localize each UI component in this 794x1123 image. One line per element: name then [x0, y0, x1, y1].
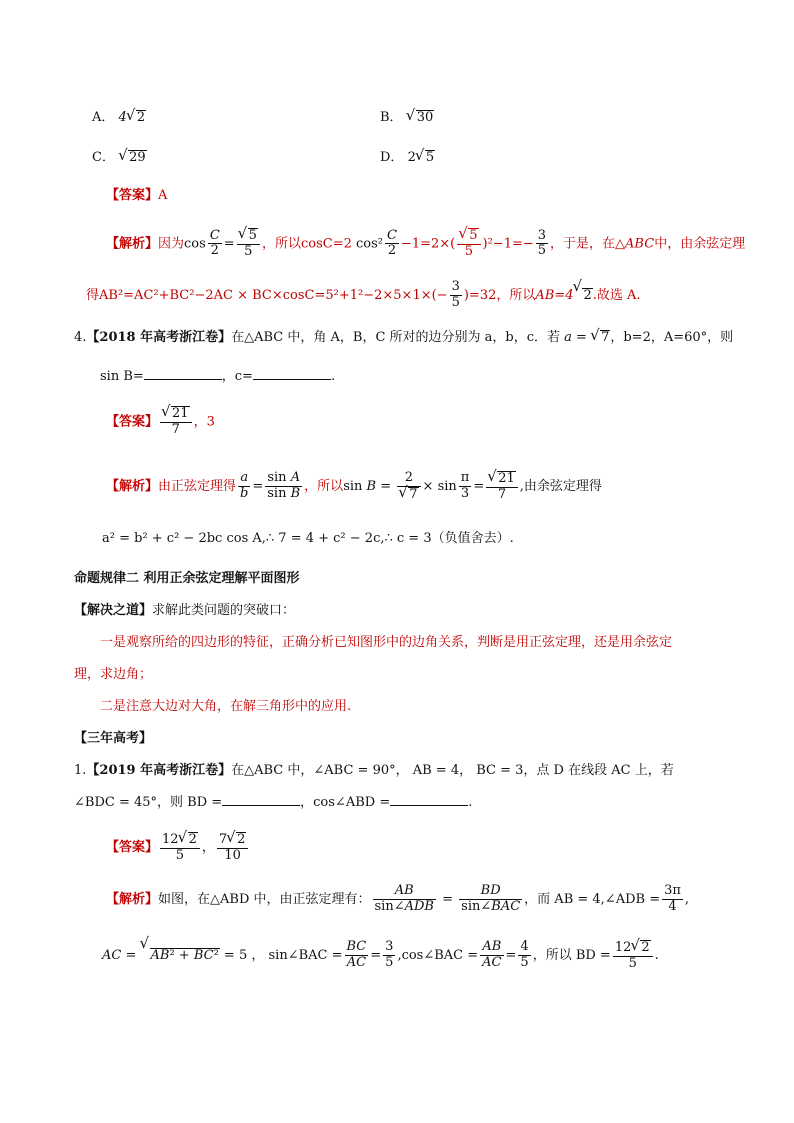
blank-label: sin B=	[100, 369, 144, 384]
frac-7sqrt2-over-10: $\frac{7√ 2}{10}$	[217, 832, 249, 864]
method-text: 求解此类问题的突破口：	[152, 603, 296, 618]
frac-2-over-sqrt7: 2 √ 7	[397, 471, 420, 503]
sol-text: ，所以	[261, 236, 301, 252]
option-a-sqrt	[127, 110, 146, 125]
solution-tag: 【解析】	[106, 479, 159, 494]
frac-c-over-2b: $\frac{C}{2}$	[386, 227, 397, 259]
answer-tag: 【答案】	[106, 188, 159, 203]
method-tag: 【解决之道】	[74, 603, 153, 618]
frac-3-over-5d: $\frac{3}{5}$	[385, 939, 394, 970]
option-b-label: B．	[380, 110, 403, 125]
sol-text: AB²=AC²+BC²−2AC × BC×cosC=5²+1²−2×5×1×(−	[99, 287, 448, 303]
option-c-label: C．	[92, 150, 115, 165]
sol-text: ,cos∠BAC =	[397, 948, 479, 963]
frac-4-over-5: $\frac{4}{5}$	[520, 939, 529, 970]
sol-text: = 5 ， sin∠BAC =	[219, 948, 343, 963]
frac-c-over-2: $\frac{C}{2}$	[209, 227, 220, 259]
q4-solution-line2: a² = b² + c² − 2bc cos A,∴ 7 = 4 + c² − 2c,∴ c = 3（负值舍去）.	[102, 531, 514, 546]
question-text: ，cos∠ABD =	[300, 795, 391, 810]
frac-12sqrt2-over-5b: $\frac{12√ 2}{5}$	[613, 940, 653, 972]
question-source: 【2019 年高考浙江卷】	[86, 763, 232, 778]
question-text: 在△ABC 中，∠ABC = 90°， AB = 4， BC = 3，点 D 在线段 AC 上，若	[231, 763, 674, 778]
method-point-1b: 理，求边角；	[74, 667, 153, 682]
answer-value: A	[158, 188, 168, 203]
option-c-radicand: 29	[129, 150, 146, 165]
q1-solution-line1: 【解析】如图，在△ABD 中，由正弦定理有： $\frac{AB}{\text{sin∠ADB}}$ = $\frac{BD}{\text{sin∠BAC}}$ ，而 AB = 4,∠ADB = $\frac{3\pi}{4}$ ,	[106, 883, 690, 914]
frac-ab-over-sinadb: $\frac{AB}{\text{sin∠ADB}}$	[374, 883, 434, 914]
answer-blank	[390, 805, 468, 806]
question-text: ∠BDC = 45°，则 BD =	[74, 795, 223, 810]
frac-3pi-over-4: $\frac{3\pi}{4}$	[664, 883, 681, 914]
option-a-radicand: 2	[136, 110, 146, 125]
sol-text: 如图，在△ABD 中，由正弦定理有：	[158, 892, 371, 907]
answer-value: 3	[206, 414, 215, 430]
q1-answer: 【答案】 $\frac{12√ 2}{5}$ ， $\frac{7√ 2}{10}$	[106, 830, 250, 866]
option-a-label: A．	[92, 110, 115, 125]
option-a-coef: 4	[118, 110, 127, 125]
frac-a-over-b: $\frac{a}{b}$	[240, 470, 249, 501]
q3-solution-line2: 得AB²=AC²+BC²−2AC × BC×cosC=5²+1²−2×5×1×(− $\frac{3}{5}$ )=32，所以AB=4√ 2.故选 A.	[86, 280, 641, 311]
option-d-radicand: 5	[425, 150, 435, 165]
q4-solution-line1: 【解析】由正弦定理得 $\frac{a}{b}$ = $\frac{\text{sin A}}{\text{sin B}}$ ，所以sin B = 2 √ 7 × sin $\frac{\pi}{3}$ = √ $\frac{21}{7}$ ,由余弦定理得	[106, 470, 602, 504]
frac-bc-over-ac: $\frac{BC}{AC}$	[346, 939, 367, 970]
answer-blank	[144, 379, 222, 380]
option-b-radicand: 30	[416, 110, 434, 125]
method-point-1a: 一是观察所给的四边形的特征，正确分析已知图形中的边角关系，判断是用正弦定理，还是用余弦定	[100, 635, 673, 650]
answer-tag: 【答案】	[106, 414, 159, 430]
option-a	[92, 110, 146, 125]
question-number: 4.	[74, 330, 87, 345]
option-d-label: D．	[380, 150, 404, 165]
question-source: 【2018 年高考浙江卷】	[86, 330, 232, 345]
three-years-heading: 【三年高考】	[74, 731, 153, 746]
frac-sqrt21-over-7b: √ $\frac{21}{7}$	[486, 471, 518, 503]
option-d	[380, 150, 435, 165]
q1-stem-line1	[74, 764, 674, 777]
frac-bd-over-sinbac: $\frac{BD}{\text{sin∠BAC}}$	[461, 883, 521, 914]
sol-text: 中，由余弦定理	[654, 236, 746, 252]
solution-tag: 【解析】	[106, 236, 159, 252]
sol-text: ,	[684, 892, 690, 907]
section-title: 命题规律二 利用正余弦定理解平面图形	[74, 571, 300, 586]
frac-sinA-over-sinB: $\frac{\text{sin A}}{\text{sin B}}$	[267, 470, 301, 501]
question-text: ，b=2，A=60°，则	[610, 330, 734, 345]
frac-sqrt21-over-7: √ $\frac{21}{7}$	[160, 406, 192, 438]
frac-sqrt5-over-5: √ $\frac{5}{5}$	[237, 228, 260, 260]
blank-label: .	[330, 369, 336, 384]
frac-3-over-5: $\frac{3}{5}$	[537, 227, 547, 259]
solution-tag: 【解析】	[106, 892, 159, 907]
option-b	[380, 110, 434, 125]
blank-label: ，c=	[221, 369, 253, 384]
frac-12sqrt2-over-5: $\frac{12√ 2}{5}$	[160, 832, 200, 864]
q3-answer	[106, 189, 167, 202]
frac-pi-over-3: $\frac{\pi}{3}$	[460, 470, 470, 501]
answer-blank	[222, 805, 300, 806]
question-text: .	[468, 795, 473, 810]
sol-text: 因为	[158, 236, 185, 252]
q3-solution-line1: 【解析】因为cos $\frac{C}{2}$ = √ $\frac{5}{5}$ ，所以cosC=2 cos² $\frac{C}{2}$ −1=2×( √ $\frac{5}{5}$ )²−1=− $\frac{3}{5}$ ，于是，在△ABC中，由余弦定理	[106, 228, 745, 260]
sol-text: ,由余弦定理得	[519, 479, 602, 494]
q1-solution-line2: AC = √ AB² + BC² = 5 ， sin∠BAC = $\frac{BC}{AC}$ = $\frac{3}{5}$ ,cos∠BAC = $\frac{AB}{AC}$ = $\frac{4}{5}$ ，所以 BD = $\frac{12√ 2}{5}$ .	[102, 938, 659, 974]
answer-tag: 【答案】	[106, 840, 159, 855]
option-b-sqrt	[407, 110, 435, 125]
q4-stem: 4.【2018 年高考浙江卷】在△ABC 中，角 A，B，C 所对的边分别为 a，b，c．若 a = √ 7，b=2，A=60°，则	[74, 330, 733, 345]
frac-sqrt5-over-5b: √ $\frac{5}{5}$	[457, 228, 480, 260]
sol-text: )=32，所以	[463, 287, 536, 303]
question-number: 1.	[74, 763, 87, 778]
sol-text: .故选 A.	[592, 287, 641, 303]
q4-blanks	[100, 370, 335, 383]
sol-text: ，于是，在	[550, 236, 616, 252]
answer-blank	[253, 379, 331, 380]
sol-text: 由正弦定理得	[158, 479, 237, 494]
q4-answer: 【答案】 √ $\frac{21}{7}$ ，3	[106, 406, 215, 438]
sol-text: ，所以	[304, 479, 344, 494]
frac-3-over-5c: $\frac{3}{5}$	[451, 279, 460, 310]
question-text: 在△ABC 中，角 A，B，C 所对的边分别为 a，b，c．若	[231, 330, 561, 345]
sol-text: .	[654, 948, 659, 963]
sol-text: 得	[86, 287, 100, 303]
method-line	[74, 604, 295, 617]
q1-stem-line2	[74, 796, 472, 809]
option-c-sqrt	[119, 150, 147, 165]
sol-text: AB=4	[535, 287, 574, 303]
sol-text: AC =	[102, 948, 141, 963]
option-d-coef: 2	[407, 150, 416, 165]
option-c	[92, 150, 147, 165]
frac-ab-over-ac: $\frac{AB}{AC}$	[482, 939, 502, 970]
option-d-sqrt	[416, 150, 435, 165]
sol-text: ，而 AB = 4,∠ADB =	[524, 892, 661, 907]
sol-text: ，所以 BD =	[532, 948, 611, 963]
method-point-2: 二是注意大边对大角，在解三角形中的应用.	[100, 699, 352, 714]
